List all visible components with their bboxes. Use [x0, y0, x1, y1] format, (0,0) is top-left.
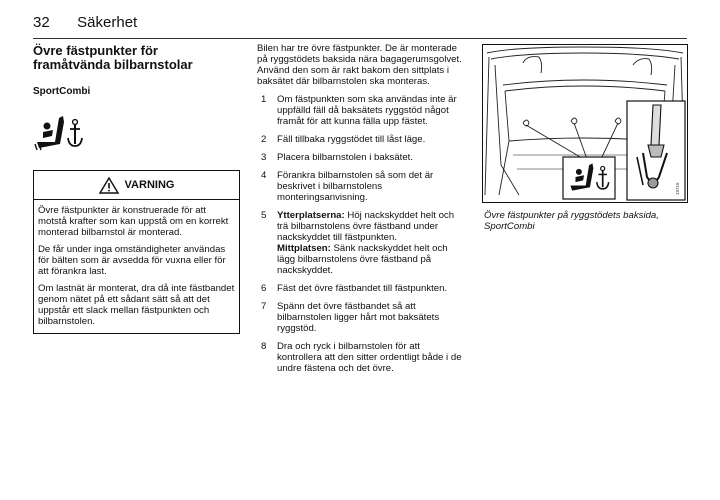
warning-box [33, 170, 240, 334]
section-title: Säkerhet [77, 14, 138, 31]
list-item: 6 Fäst det övre fästbandet till fästpunkten. [261, 283, 448, 294]
child-seat-anchor-icon [33, 112, 85, 152]
list-item: 1 Om fästpunkten som ska användas inte är uppfälld fäll då baksätets ryggstöd något framåt för att kunna fälla upp fästet. [261, 94, 457, 127]
page-header [33, 14, 137, 31]
left-column [33, 44, 240, 334]
warning-triangle-icon [99, 177, 119, 194]
cargo-area-illustration [483, 45, 687, 202]
header-rule [33, 38, 687, 39]
middle-column [257, 43, 467, 381]
warning-header [34, 171, 239, 200]
list-item: 3 Placera bilbarnstolen i baksätet. [261, 152, 413, 163]
list-item: 4 Förankra bilbarnstolen så som det är beskrivet i bilbarnstolens monteringsanvisning. [261, 170, 434, 203]
figure-illustration [482, 44, 688, 203]
list-item: 2 Fäll tillbaka ryggstödet till låst läge. [261, 134, 426, 145]
warning-body [34, 200, 239, 333]
intro-paragraph: Bilen har tre övre fästpunkter. De är monterade på ryggstödets baksida nära bagagerumsgolvet. Använd den som är rakt bakom den sittplats i baksätet där bilbarnstolen ska monteras. [257, 43, 462, 87]
figure-caption: Övre fästpunkter på ryggstödets baksida, SportCombi [484, 210, 659, 232]
figure-reference: 19716 [675, 182, 680, 195]
list-item: 5 Ytterplatserna: Höj nackskyddet helt och trä bilbarnstolens övre fästband under nackskyddet till fästpunkten. Mittplatsen: Sänk nackskyddet helt och lägg bilbarnstolens övre fästband på nackskyddet. [261, 210, 455, 276]
model-label: SportCombi [33, 86, 91, 97]
list-item: 7 Spänn det övre fästbandet så att bilbarnstolen ligger hårt mot baksätets ryggstöd. [261, 301, 440, 334]
warning-title: VARNING [124, 179, 175, 191]
warning-paragraph: Om lastnät är monterat, dra då inte fästbandet genom nätet på ett sådant sätt så att det uppstår ett slack mellan fästpunkten och bilbarnstolen. [38, 283, 235, 327]
section-heading: Övre fästpunkter för framåtvända bilbarnstolar [33, 43, 193, 72]
warning-paragraph: Övre fästpunkter är konstruerade för att motstå krafter som kan uppstå om en korrekt monterad bilbarnstol är monterad. [38, 205, 229, 238]
steps-list [257, 94, 467, 374]
warning-paragraph: De får under inga omständigheter användas för bälten som är avsedda för vuxna eller för att förankra last. [38, 244, 226, 277]
list-item: 8 Dra och ryck i bilbarnstolen för att kontrollera att den sitter ordentligt både i de undre fästena och det övre. [261, 341, 462, 374]
page-number: 32 [33, 14, 50, 31]
